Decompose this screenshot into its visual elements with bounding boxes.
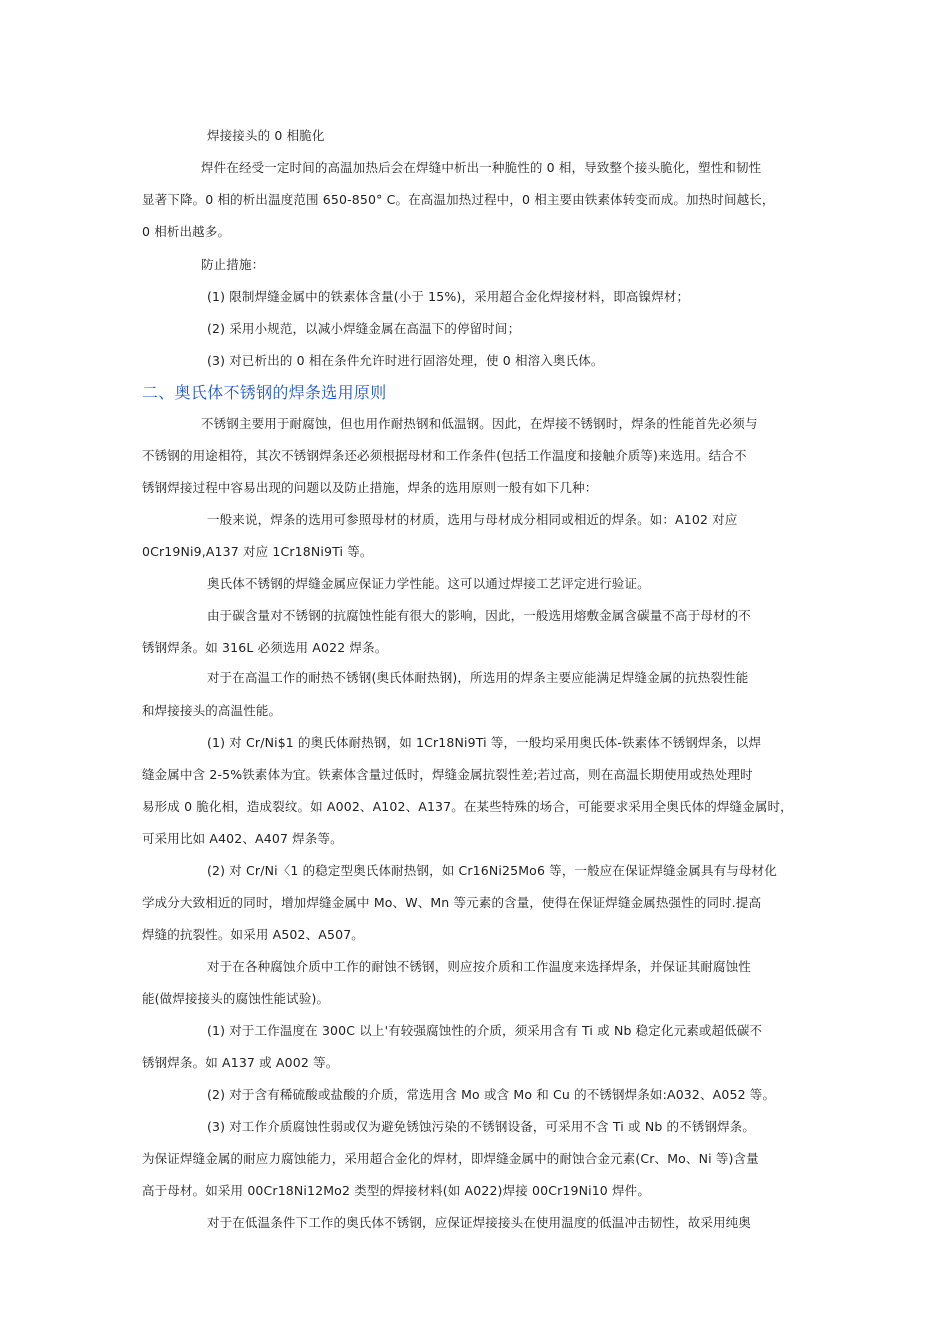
- paragraph-line: 和焊接接头的高温性能。: [142, 703, 282, 718]
- paragraph-line: 对于在各种腐蚀介质中工作的耐蚀不锈钢，则应按介质和工作温度来选择焊条，并保证其耐腐蚀性: [207, 959, 751, 974]
- paragraph-line: 防止措施：: [201, 257, 265, 272]
- list-item: (1) 对于工作温度在 300C 以上'有较强腐蚀性的介质，须采用含有 Ti 或 Nb 稳定化元素或超低碳不: [207, 1023, 763, 1038]
- list-item: (1) 限制焊缝金属中的铁素体含量(小于 15%)，采用超合金化焊接材料，即高镍焊材；: [207, 289, 690, 304]
- list-item: (3) 对已析出的 0 相在条件允许时进行固溶处理，使 0 相溶入奥氏体。: [207, 353, 604, 368]
- paragraph-line: 不锈钢主要用于耐腐蚀，但也用作耐热钢和低温钢。因此，在焊接不锈钢时，焊条的性能首先必须与: [201, 416, 758, 431]
- paragraph-line: 对于在低温条件下工作的奥氏体不锈钢，应保证焊接接头在使用温度的低温冲击韧性，故采用纯奥: [207, 1215, 751, 1230]
- paragraph-line: 对于在高温工作的耐热不锈钢(奥氏体耐热钢)，所选用的焊条主要应能满足焊缝金属的抗热裂性能: [207, 670, 749, 685]
- paragraph-line: 焊件在经受一定时间的高温加热后会在焊缝中析出一种脆性的 0 相，导致整个接头脆化，塑性和韧性: [201, 160, 762, 175]
- paragraph-line: 锈钢焊接过程中容易出现的问题以及防止措施，焊条的选用原则一般有如下几种：: [142, 480, 598, 495]
- section-heading: 二、奥氏体不锈钢的焊条选用原则: [142, 383, 387, 402]
- list-item: (1) 对 Cr/Ni$1 的奥氏体耐热钢，如 1Cr18Ni9Ti 等，一般均采用奥氏体-铁素体不锈钢焊条，以焊: [207, 735, 762, 750]
- paragraph-line: 高于母材。如采用 00Cr18Ni12Mo2 类型的焊接材料(如 A022)焊接 00Cr19Ni10 焊件。: [142, 1183, 650, 1198]
- paragraph-line: 0Cr19Ni9,A137 对应 1Cr18Ni9Ti 等。: [142, 544, 373, 559]
- paragraph-line: 显著下降。0 相的析出温度范围 650-850° C。在高温加热过程中，0 相主要由铁素体转变而成。加热时间越长，: [142, 192, 775, 207]
- section-subtitle: 焊接接头的 0 相脆化: [207, 128, 325, 143]
- paragraph-line: 一般来说，焊条的选用可参照母材的材质，选用与母材成分相同或相近的焊条。如：A102 对应: [207, 512, 738, 527]
- paragraph-line: 可采用比如 A402、A407 焊条等。: [142, 831, 343, 846]
- paragraph-line: 缝金属中含 2-5%铁素体为宜。铁素体含量过低时，焊缝金属抗裂性差;若过高，则在高温长期使用或热处理时: [142, 767, 753, 782]
- list-item: (3) 对工作介质腐蚀性弱或仅为避免锈蚀污染的不锈钢设备，可采用不含 Ti 或 Nb 的不锈钢焊条。: [207, 1119, 756, 1134]
- paragraph-line: 不锈钢的用途相符，其次不锈钢焊条还必须根据母材和工作条件(包括工作温度和接触介质等)来选用。结合不: [142, 448, 747, 463]
- list-item: (2) 对于含有稀硫酸或盐酸的介质，常选用含 Mo 或含 Mo 和 Cu 的不锈钢焊条如:A032、A052 等。: [207, 1087, 776, 1102]
- paragraph-line: 锈钢焊条。如 316L 必须选用 A022 焊条。: [142, 640, 388, 655]
- paragraph-line: 能(做焊接接头的腐蚀性能试验)。: [142, 991, 330, 1006]
- paragraph-line: 锈钢焊条。如 A137 或 A002 等。: [142, 1055, 339, 1070]
- paragraph-line: 奥氏体不锈钢的焊缝金属应保证力学性能。这可以通过焊接工艺评定进行验证。: [207, 576, 650, 591]
- paragraph-line: 易形成 0 脆化相，造成裂纹。如 A002、A102、A137。在某些特殊的场合，可能要求采用全奥氏体的焊缝金属时，: [142, 799, 793, 814]
- list-item: (2) 对 Cr/Ni〈1 的稳定型奥氏体耐热钢，如 Cr16Ni25Mo6 等，一般应在保证焊缝金属具有与母材化: [207, 863, 777, 878]
- paragraph-line: 为保证焊缝金属的耐应力腐蚀能力，采用超合金化的焊材，即焊缝金属中的耐蚀合金元素(Cr、Mo、Ni 等)含量: [142, 1151, 759, 1166]
- paragraph-line: 学成分大致相近的同时，增加焊缝金属中 Mo、W、Mn 等元素的含量，使得在保证焊缝金属热强性的同时.提高: [142, 895, 762, 910]
- paragraph-line: 焊缝的抗裂性。如采用 A502、A507。: [142, 927, 364, 942]
- list-item: (2) 采用小规范，以减小焊缝金属在高温下的停留时间；: [207, 321, 521, 336]
- paragraph-line: 0 相析出越多。: [142, 224, 231, 239]
- paragraph-line: 由于碳含量对不锈钢的抗腐蚀性能有很大的影响，因此，一般选用熔敷金属含碳量不高于母材的不: [207, 608, 751, 623]
